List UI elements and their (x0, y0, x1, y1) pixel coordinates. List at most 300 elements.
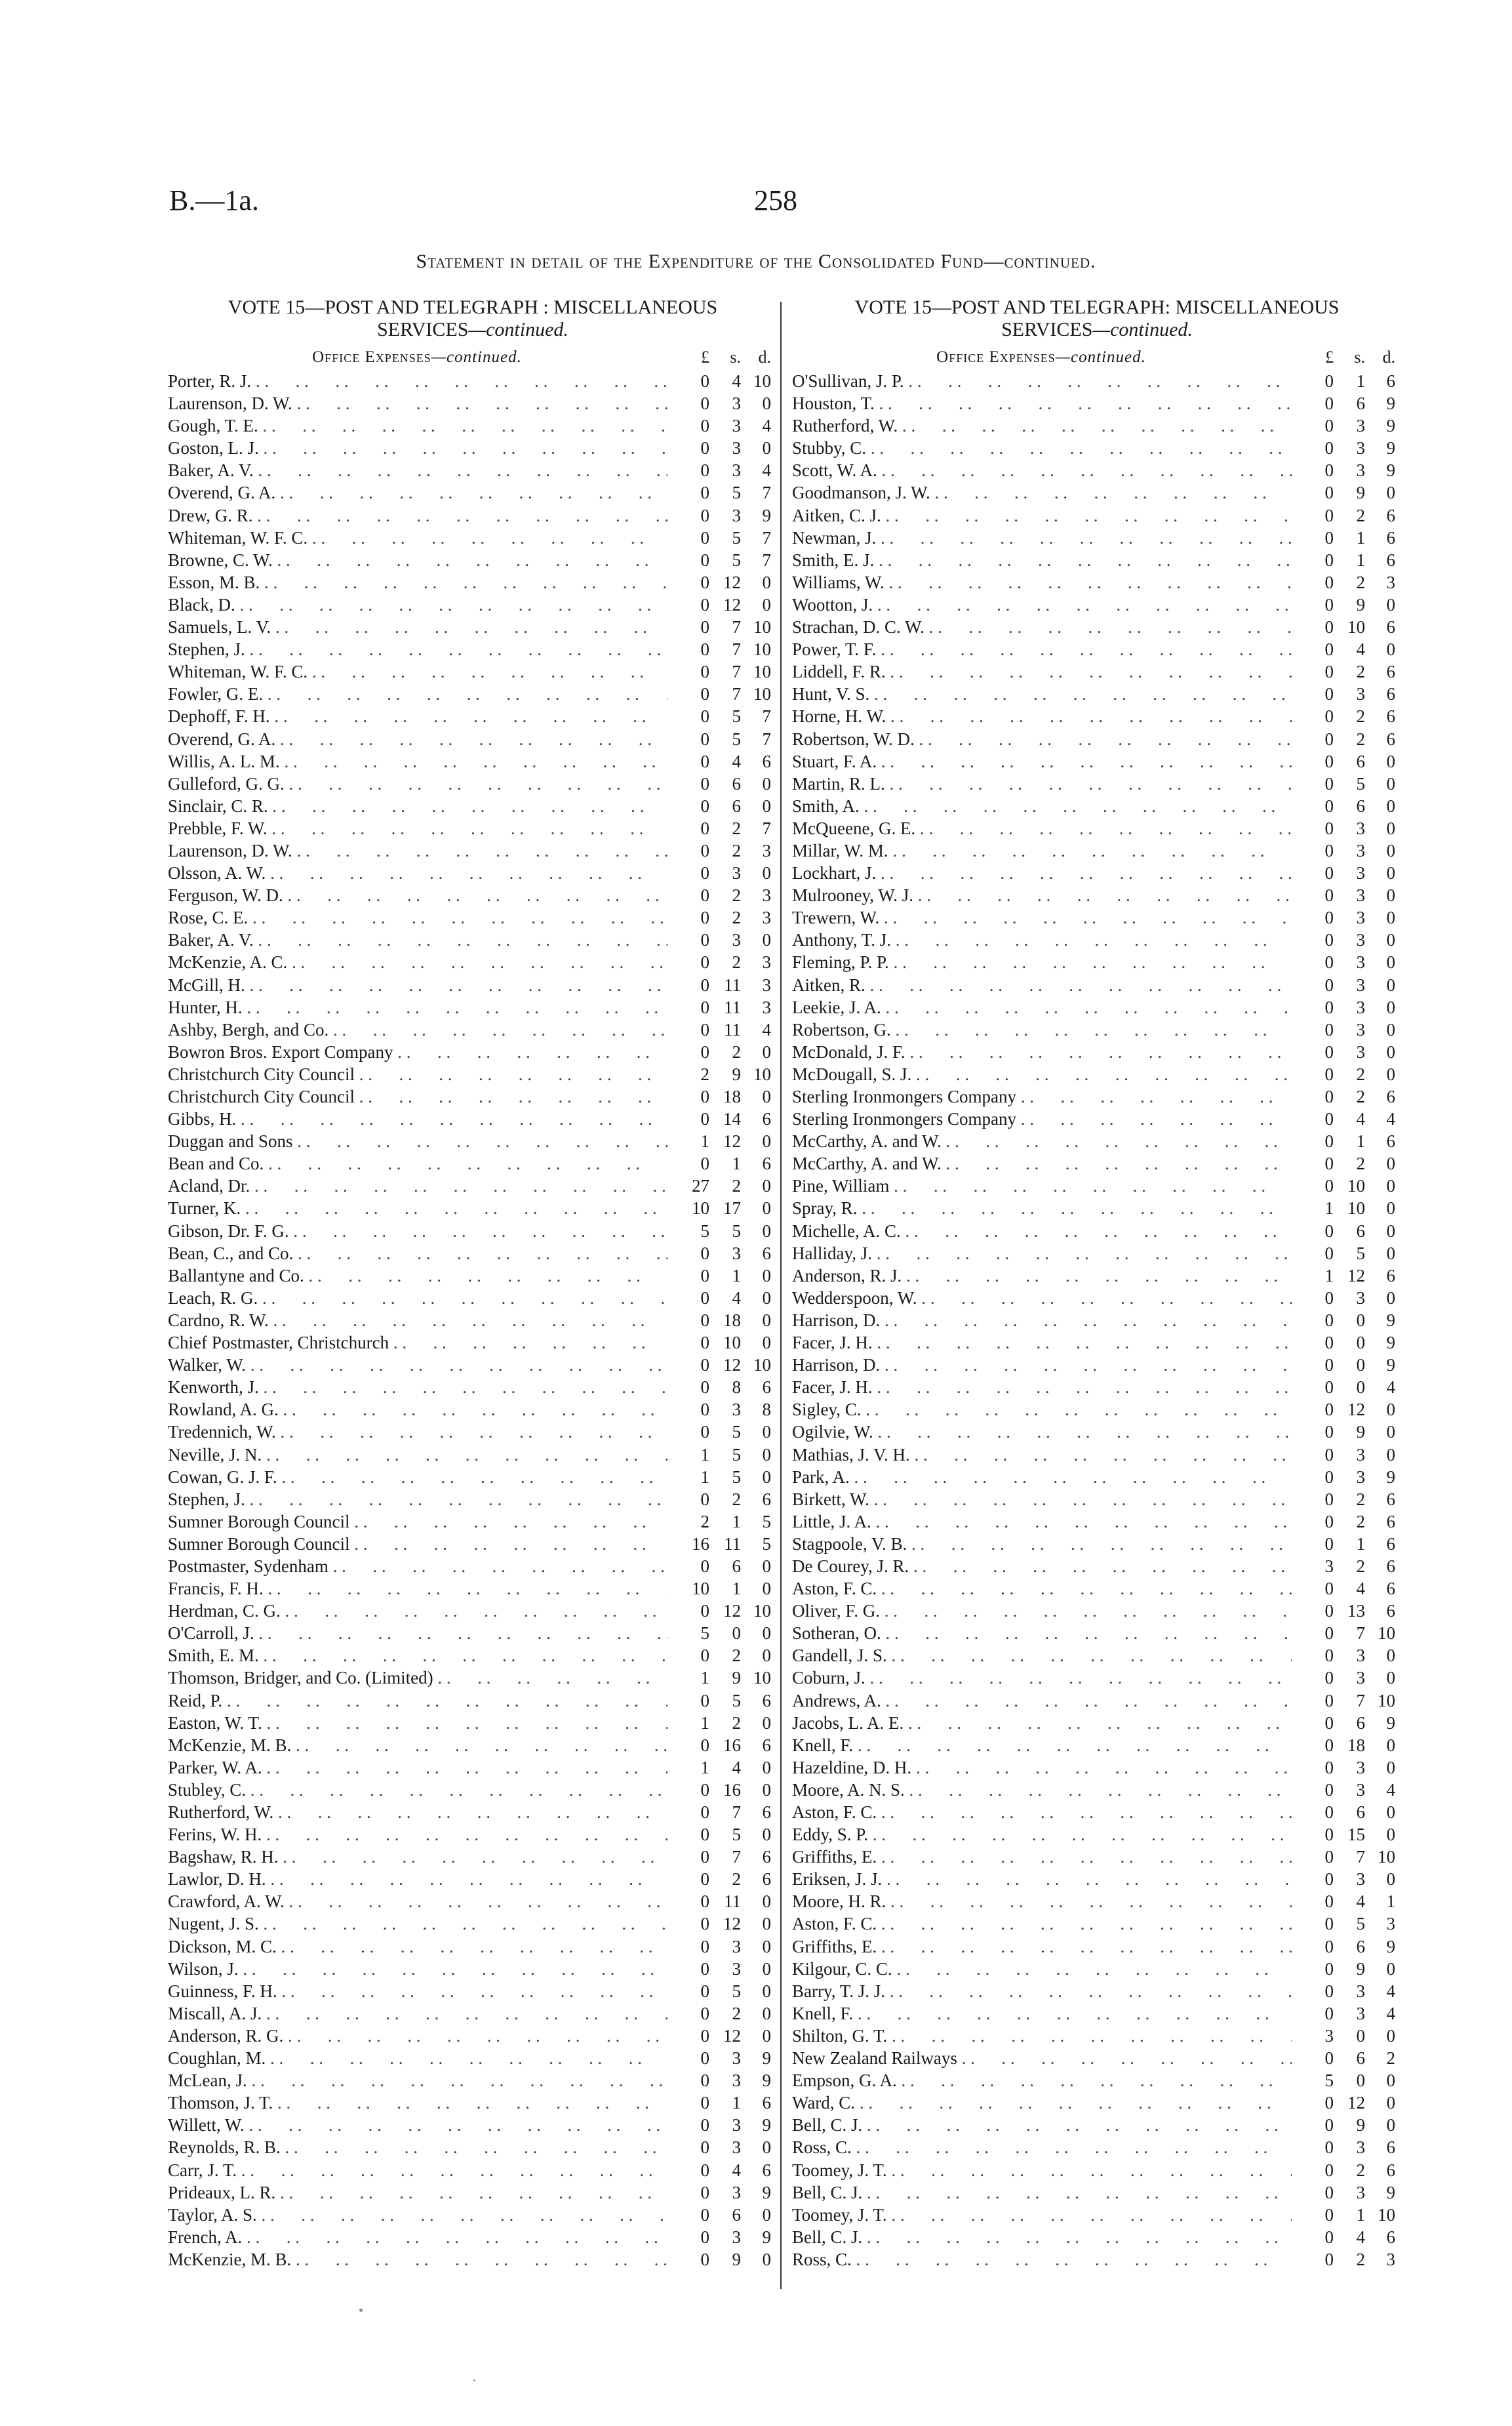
table-row (168, 884, 778, 906)
amount-shillings: 3 (732, 2071, 741, 2091)
payee-name: Halliday, J. (792, 1243, 872, 1263)
amount-shillings: 3 (1356, 818, 1365, 838)
amount-pence: 9 (1386, 1310, 1395, 1330)
amount-shillings: 5 (732, 1444, 741, 1465)
table-row (168, 974, 778, 996)
amount-shillings: 6 (1356, 796, 1365, 816)
table-row (792, 773, 1402, 795)
amount-shillings: 15 (1347, 1825, 1365, 1845)
entry-leader (792, 1577, 1292, 1600)
amount-pence: 9 (762, 2071, 771, 2091)
payee-name: Anderson, R. J. (792, 1265, 902, 1285)
entry-leader (168, 951, 667, 973)
entry-leader (168, 1600, 667, 1622)
payee-name: Little, J. A. (792, 1511, 871, 1531)
amount-pounds: 2 (700, 1064, 709, 1084)
entry-leader (168, 2002, 667, 2025)
entry-leader (792, 884, 1292, 906)
amount-shillings: 12 (723, 2025, 741, 2046)
entry-leader (168, 459, 667, 481)
table-row (792, 1108, 1402, 1130)
table-row (792, 951, 1402, 973)
amount-shillings: 3 (732, 460, 741, 481)
entry-leader (792, 2204, 1292, 2226)
amount-pounds: 0 (700, 2182, 709, 2202)
amount-pence: 6 (1386, 1489, 1395, 1509)
table-row (168, 459, 778, 481)
amount-pence: 3 (762, 908, 771, 928)
amount-pounds: 0 (1324, 1154, 1334, 1174)
table-row (168, 481, 778, 504)
entry-leader (168, 1622, 667, 1644)
amount-pounds: 3 (1324, 2025, 1334, 2046)
amount-pounds: 0 (1324, 729, 1334, 749)
table-row (792, 1510, 1402, 1533)
payee-name: Stagpoole, V. B. (792, 1533, 907, 1554)
entry-leader (168, 974, 667, 996)
payee-name: Knell, F. (792, 2003, 854, 2023)
payee-name: Hunt, V. S. (792, 684, 870, 704)
amount-shillings: 2 (1356, 1064, 1365, 1084)
table-row (792, 370, 1402, 392)
entry-leader (792, 571, 1292, 594)
payee-name: Leekie, J. A. (792, 997, 881, 1017)
amount-pounds: 0 (700, 662, 709, 682)
subheading-text: Office Expenses (936, 348, 1056, 366)
amount-pounds: 0 (1324, 751, 1334, 771)
payee-name: Crawford, A. W. (168, 1891, 285, 1912)
entry-leader (168, 728, 667, 750)
table-row (792, 1376, 1402, 1398)
amount-shillings: 1 (732, 1154, 741, 1174)
amount-shillings: 16 (723, 1735, 741, 1755)
amount-pence: 4 (762, 460, 771, 481)
payee-name: Tredennich, W. (168, 1422, 276, 1442)
entry-leader (168, 1577, 667, 1600)
amount-pounds: 0 (700, 1265, 709, 1285)
amount-pounds: 0 (1324, 1310, 1334, 1330)
amount-shillings: 4 (1356, 1579, 1365, 1599)
amount-pence: 2 (1386, 2048, 1395, 2069)
payee-name: Andrews, A. (792, 1690, 881, 1710)
payee-name: Robertson, G. (792, 1019, 891, 1040)
amount-pounds: 0 (1324, 1422, 1334, 1442)
payee-name: Duggan and Sons (168, 1131, 293, 1152)
payee-name: Moore, H. R. (792, 1891, 886, 1912)
amount-pence: 6 (762, 2093, 771, 2113)
entry-leader (168, 1108, 667, 1130)
table-row (168, 1890, 778, 1912)
amount-pence: 9 (762, 2182, 771, 2202)
table-row (168, 2248, 778, 2271)
table-row (168, 1912, 778, 1935)
amount-pence: 0 (1386, 1444, 1395, 1465)
table-row (168, 392, 778, 414)
entry-leader (792, 2047, 1292, 2069)
amount-pence: 5 (762, 1533, 771, 1554)
amount-shillings: 5 (732, 1981, 741, 2001)
amount-pence: 0 (1386, 1041, 1395, 1062)
payee-name: Bowron Bros. Export Company (168, 1041, 393, 1062)
amount-pounds: 0 (700, 594, 709, 615)
amount-pence: 6 (762, 1243, 771, 1263)
table-row (792, 1041, 1402, 1063)
amount-shillings: 7 (732, 684, 741, 704)
entry-leader (168, 1890, 667, 1912)
entry-leader (792, 594, 1292, 616)
table-row (792, 2069, 1402, 2092)
payee-name: Sigley, C. (792, 1400, 862, 1420)
amount-shillings: 12 (723, 572, 741, 592)
payee-name: Strachan, D. C. W. (792, 617, 925, 637)
amount-pence: 4 (1386, 1109, 1395, 1129)
entry-leader (792, 1689, 1292, 1712)
payee-name: Robertson, W. D. (792, 729, 915, 749)
amount-pounds: 1 (700, 1712, 709, 1733)
table-row (168, 683, 778, 705)
table-row (792, 2092, 1402, 2114)
table-row (792, 683, 1402, 705)
table-row (792, 1868, 1402, 1890)
amount-pounds: 0 (1324, 1825, 1334, 1845)
amount-pounds: 0 (1324, 908, 1334, 928)
amount-shillings: 3 (732, 930, 741, 950)
amount-shillings: 3 (1356, 1466, 1365, 1487)
amount-shillings: 2 (1356, 1556, 1365, 1576)
entry-leader (792, 1152, 1292, 1175)
amount-shillings: 3 (1356, 840, 1365, 860)
table-row (168, 1533, 778, 1555)
amount-shillings: 4 (732, 1287, 741, 1308)
amount-shillings: 4 (732, 2160, 741, 2180)
payee-name: Williams, W. (792, 572, 885, 592)
payee-name: Hunter, H. (168, 997, 243, 1017)
payee-name: Shilton, G. T. (792, 2025, 888, 2046)
amount-pounds: 5 (1324, 2071, 1334, 2091)
amount-pounds: 10 (692, 1579, 709, 1599)
entry-leader (792, 1533, 1292, 1555)
table-row (168, 1197, 778, 1219)
payee-name: Whiteman, W. F. C. (168, 527, 308, 548)
payee-name: Facer, J. H. (792, 1333, 873, 1353)
entry-leader (792, 1958, 1292, 1980)
amount-pounds: 0 (700, 1936, 709, 1956)
table-row (168, 414, 778, 437)
entry-leader (792, 1063, 1292, 1085)
table-row (792, 1756, 1402, 1779)
amount-pence: 6 (1386, 1265, 1395, 1285)
amount-shillings: 2 (1356, 2160, 1365, 2180)
table-row (792, 1264, 1402, 1287)
amount-pounds: 0 (1324, 1668, 1334, 1688)
amount-pounds: 0 (1324, 863, 1334, 883)
vote-heading-continued: —continued. (468, 319, 568, 340)
amount-pence: 0 (1386, 594, 1395, 615)
amount-pence: 0 (1386, 997, 1395, 1017)
amount-pence: 6 (1386, 684, 1395, 704)
amount-pounds: 1 (1324, 1265, 1334, 1285)
table-row (168, 839, 778, 862)
amount-pence: 0 (762, 1287, 771, 1308)
amount-shillings: 1 (732, 1511, 741, 1531)
amount-pounds: 0 (700, 2025, 709, 2046)
amount-pounds: 0 (700, 2003, 709, 2023)
table-row (792, 1912, 1402, 1935)
table-row (168, 2226, 778, 2248)
amount-pounds: 0 (700, 1646, 709, 1666)
amount-shillings: 1 (1356, 2204, 1365, 2225)
amount-pounds: 0 (700, 1802, 709, 1822)
payee-name: Anthony, T. J. (792, 930, 892, 950)
entry-leader (792, 2069, 1292, 2092)
amount-shillings: 2 (732, 2003, 741, 2023)
payee-name: Goodmanson, J. W. (792, 483, 930, 503)
amount-pounds: 0 (1324, 1131, 1334, 1152)
amount-pence: 7 (762, 706, 771, 727)
amount-pence: 6 (1386, 550, 1395, 570)
entry-leader (792, 1130, 1292, 1152)
amount-pounds: 0 (700, 2249, 709, 2269)
amount-shillings: 1 (1356, 550, 1365, 570)
amount-pounds: 0 (700, 527, 709, 548)
payee-name: McKenzie, M. B. (168, 1735, 292, 1755)
entry-leader (792, 1644, 1292, 1667)
amount-shillings: 2 (732, 1869, 741, 1890)
amount-shillings: 6 (1356, 1221, 1365, 1241)
amount-shillings: 5 (732, 1221, 741, 1241)
amount-pence: 0 (1386, 930, 1395, 950)
amount-pence: 0 (1386, 2025, 1395, 2046)
payee-name: Coughlan, M. (168, 2048, 266, 2069)
payee-name: Millar, W. M. (792, 840, 888, 860)
table-row (168, 1734, 778, 1756)
payee-name: Stuart, F. A. (792, 751, 877, 771)
amount-pounds: 0 (1324, 1802, 1334, 1822)
amount-pence: 0 (1386, 818, 1395, 838)
amount-pounds: 0 (1324, 1847, 1334, 1867)
amount-pounds: 0 (700, 1310, 709, 1330)
amount-pence: 10 (753, 1355, 771, 1375)
amount-pence: 0 (1386, 952, 1395, 973)
vote-heading-continued: —continued. (1092, 319, 1193, 340)
amount-pounds: 0 (1324, 2160, 1334, 2180)
amount-shillings: 2 (732, 1041, 741, 1062)
amount-shillings: 7 (1356, 1690, 1365, 1710)
amount-pence: 4 (1386, 1377, 1395, 1398)
payee-name: Neville, J. N. (168, 1444, 262, 1465)
entry-leader (792, 1846, 1292, 1868)
payee-name: Dephoff, F. H. (168, 706, 270, 727)
amount-pence: 6 (762, 1847, 771, 1867)
payee-name: Rowland, A. G. (168, 1400, 279, 1420)
payee-name: McDonald, J. F. (792, 1041, 905, 1062)
table-row (168, 2047, 778, 2069)
entry-leader (792, 392, 1292, 414)
amount-pence: 7 (762, 483, 771, 503)
table-row (168, 1354, 778, 1376)
payee-name: Francis, F. H. (168, 1579, 264, 1599)
amount-shillings: 6 (732, 2204, 741, 2225)
payee-name: Baker, A. V. (168, 460, 254, 481)
amount-shillings: 5 (732, 550, 741, 570)
payee-name: Sumner Borough Council (168, 1533, 350, 1554)
payee-name: Overend, G. A. (168, 729, 276, 749)
amount-shillings: 3 (1356, 1444, 1365, 1465)
amount-pence: 0 (762, 1936, 771, 1956)
payee-name: Wedderspoon, W. (792, 1287, 917, 1308)
payee-name: Moore, A. N. S. (792, 1779, 905, 1800)
table-row (168, 437, 778, 459)
amount-pounds: 0 (700, 460, 709, 481)
entry-leader (792, 2226, 1292, 2248)
amount-pence: 9 (1386, 1712, 1395, 1733)
payee-name: Power, T. F. (792, 639, 877, 660)
payee-name: Coburn, J. (792, 1668, 865, 1688)
amount-pence: 10 (753, 371, 771, 391)
amount-shillings: 2 (1356, 572, 1365, 592)
payee-name: Michelle, A. C. (792, 1221, 901, 1241)
amount-pence: 0 (1386, 1646, 1395, 1666)
amount-pounds: 0 (700, 1287, 709, 1308)
table-row (792, 1444, 1402, 1466)
payee-name: Bean, C., and Co. (168, 1243, 294, 1263)
amount-shillings: 3 (1356, 1287, 1365, 1308)
table-row (168, 929, 778, 951)
amount-pounds: 0 (700, 997, 709, 1017)
payee-name: Liddell, F. R. (792, 662, 886, 682)
entry-leader (168, 2047, 667, 2069)
entry-leader (792, 527, 1292, 549)
payee-name: Wilson, J. (168, 1958, 239, 1979)
amount-shillings: 11 (724, 997, 741, 1017)
amount-pounds: 0 (1324, 1355, 1334, 1375)
amount-pounds: 0 (700, 1891, 709, 1912)
entry-leader (792, 1600, 1292, 1622)
entry-leader (792, 1019, 1292, 1041)
amount-pounds: 0 (1324, 773, 1334, 794)
payee-name: Eriksen, J. J. (792, 1869, 883, 1890)
amount-pence: 6 (762, 751, 771, 771)
amount-shillings: 3 (1356, 2182, 1365, 2202)
amount-shillings: 3 (732, 1400, 741, 1420)
table-row (792, 414, 1402, 437)
amount-pounds: 0 (1324, 1489, 1334, 1509)
table-row (168, 2114, 778, 2136)
amount-shillings: 2 (732, 1176, 741, 1196)
entry-leader (792, 1309, 1292, 1331)
payee-name: Gough, T. E. (168, 416, 258, 436)
amount-pence: 0 (762, 1646, 771, 1666)
amount-pence: 0 (1386, 1198, 1395, 1219)
amount-pence: 0 (762, 930, 771, 950)
amount-pence: 9 (762, 2115, 771, 2135)
amount-pence: 0 (762, 773, 771, 794)
payee-name: Miscall, A. J. (168, 2003, 262, 2023)
table-row (168, 862, 778, 884)
table-row (792, 2114, 1402, 2136)
payee-name: Mathias, J. V. H. (792, 1444, 910, 1465)
payee-name: Turner, K. (168, 1198, 241, 1219)
amount-shillings: 0 (1356, 1333, 1365, 1353)
amount-pence: 10 (753, 662, 771, 682)
amount-pence: 6 (1386, 617, 1395, 637)
payee-name: Ferguson, W. D. (168, 885, 283, 906)
amount-pence: 9 (762, 505, 771, 525)
entry-leader (792, 1622, 1292, 1644)
entry-leader (168, 2025, 667, 2047)
table-row (168, 2181, 778, 2204)
payee-name: Parker, W. A. (168, 1757, 262, 1777)
amount-pence: 3 (1386, 2249, 1395, 2269)
amount-pounds: 0 (700, 818, 709, 838)
amount-shillings: 3 (732, 505, 741, 525)
entry-leader (168, 773, 667, 795)
amount-shillings: 3 (732, 394, 741, 414)
amount-pence: 6 (1386, 371, 1395, 391)
amount-shillings: 2 (1356, 1489, 1365, 1509)
amount-shillings: 3 (1356, 952, 1365, 973)
amount-pounds: 0 (1324, 1333, 1334, 1353)
entry-leader (168, 1331, 667, 1354)
amount-pence: 0 (762, 1176, 771, 1196)
amount-pounds: 1 (700, 1131, 709, 1152)
table-row (792, 638, 1402, 660)
payee-name: O'Sullivan, J. P. (792, 371, 904, 391)
amount-shillings: 5 (732, 1466, 741, 1487)
amount-shillings: 12 (723, 1355, 741, 1375)
amount-shillings: 5 (732, 729, 741, 749)
amount-shillings: 18 (723, 1310, 741, 1330)
amount-pence: 6 (1386, 729, 1395, 749)
amount-shillings: 5 (732, 1825, 741, 1845)
table-row (168, 1242, 778, 1264)
print-speck (473, 2379, 475, 2381)
amount-pounds: 0 (700, 1869, 709, 1890)
pence-column-header: d. (758, 348, 771, 367)
amount-shillings: 1 (1356, 527, 1365, 548)
amount-pounds: 0 (1324, 527, 1334, 548)
payee-name: Drew, G. R. (168, 505, 253, 525)
amount-pounds: 0 (700, 729, 709, 749)
amount-shillings: 3 (1356, 1981, 1365, 2001)
payee-name: Black, D. (168, 594, 235, 615)
amount-shillings: 3 (732, 416, 741, 436)
table-row (792, 1063, 1402, 1085)
table-row (792, 1309, 1402, 1331)
amount-pounds: 0 (1324, 930, 1334, 950)
entry-leader (168, 683, 667, 705)
payee-name: Sotheran, O. (792, 1623, 881, 1644)
entry-leader (792, 1734, 1292, 1756)
amount-shillings: 0 (1356, 2071, 1365, 2091)
payee-name: Thomson, J. T. (168, 2093, 273, 2113)
amount-pounds: 0 (1324, 2003, 1334, 2023)
payee-name: Bell, C. J. (792, 2182, 863, 2202)
entry-leader (792, 1041, 1292, 1063)
entry-leader (792, 2159, 1292, 2181)
amount-pence: 0 (762, 1221, 771, 1241)
entry-leader (168, 996, 667, 1019)
table-row (792, 1287, 1402, 1309)
amount-pence: 0 (1386, 863, 1395, 883)
entry-leader (168, 437, 667, 459)
amount-shillings: 3 (732, 2182, 741, 2202)
table-row (792, 1220, 1402, 1242)
amount-pence: 0 (762, 1981, 771, 2001)
table-row (792, 1331, 1402, 1354)
payee-name: Aston, F. C. (792, 1802, 877, 1822)
amount-pence: 9 (1386, 416, 1395, 436)
